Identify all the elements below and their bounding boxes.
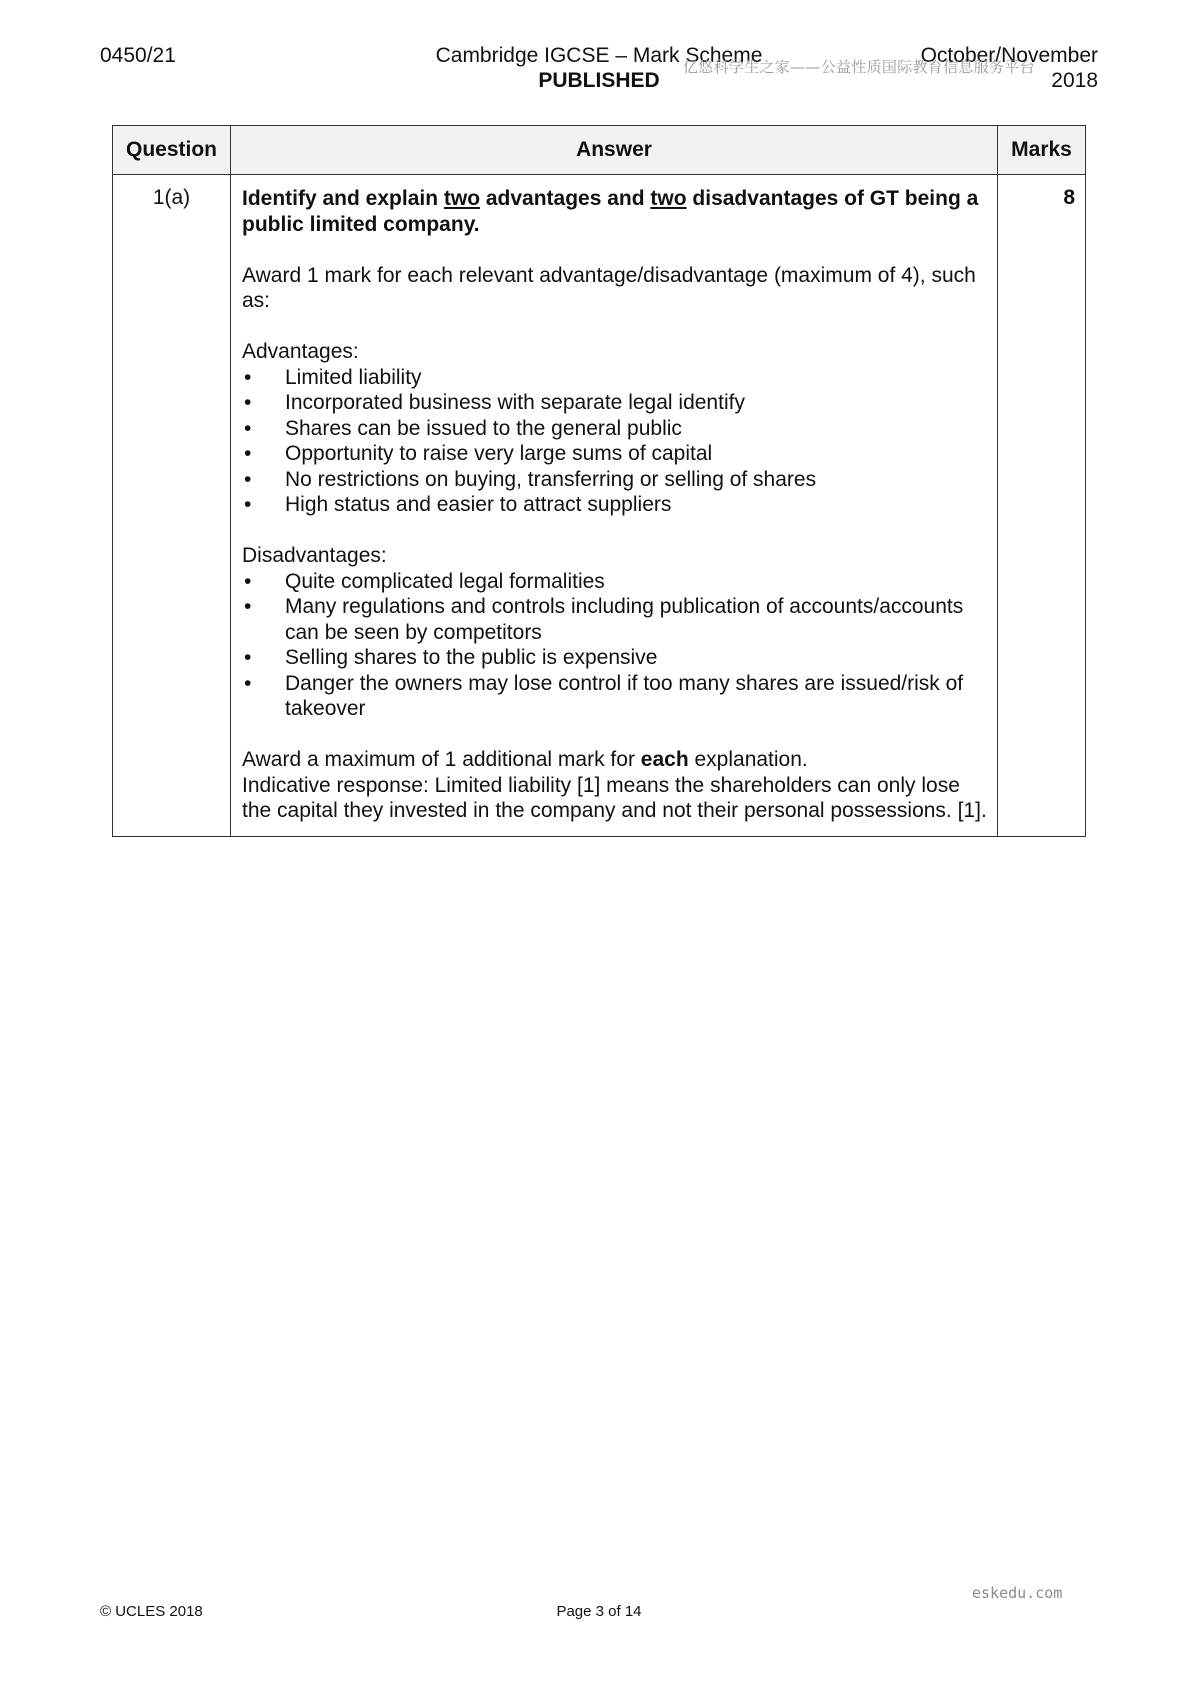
advantages-heading: Advantages: — [242, 340, 359, 363]
explanation-emphasis: each — [640, 748, 689, 771]
site-watermark: eskedu.com — [972, 1584, 1063, 1602]
header-watermark: 亿悠科学生之家——公益性质国际教育信息服务平台 — [683, 58, 1035, 76]
marks-value: 8 — [998, 175, 1086, 837]
column-header-answer: Answer — [231, 126, 998, 175]
answer-cell — [231, 175, 998, 837]
explanation-award — [242, 747, 987, 773]
award-instruction: Award 1 mark for each relevant advantage/disadvantage (maximum of 4), such as: — [242, 263, 976, 312]
table-row — [113, 175, 1086, 837]
document-title: Cambridge IGCSE – Mark Scheme — [435, 44, 763, 67]
indicative-response: Indicative response: Limited liability [1] means the shareholders can only lose the capital they invested in the company and not their personal possessions. [1]. — [242, 773, 987, 822]
list-item: • Limited liability — [242, 365, 987, 391]
explanation-text: Award a maximum of 1 additional mark for — [242, 748, 641, 771]
copyright-notice: © UCLES 2018 — [100, 1603, 203, 1620]
prompt-underlined-word: two — [650, 187, 687, 210]
question-prompt — [242, 186, 987, 237]
mark-scheme-table — [112, 125, 1086, 837]
list-item: • Quite complicated legal formalities — [242, 569, 987, 595]
list-item: • Shares can be issued to the general public — [242, 416, 987, 442]
disadvantages-heading: Disadvantages: — [242, 544, 387, 567]
prompt-text: advantages and — [480, 187, 651, 210]
page-number: Page 3 of 14 — [556, 1603, 642, 1620]
table-header-row — [113, 126, 1086, 175]
prompt-underlined-word: two — [443, 187, 481, 210]
paper-code: 0450/21 — [100, 44, 176, 67]
published-label: PUBLISHED — [538, 69, 660, 92]
exam-year: 2018 — [1051, 69, 1098, 92]
question-number: 1(a) — [113, 175, 231, 837]
column-header-marks: Marks — [998, 126, 1086, 175]
disadvantages-list — [242, 569, 987, 722]
list-item: • Incorporated business with separate legal identify — [242, 390, 987, 416]
list-item: • High status and easier to attract suppliers — [242, 492, 987, 518]
advantages-list — [242, 365, 987, 518]
explanation-text: explanation. — [688, 748, 808, 771]
list-item: • No restrictions on buying, transferring or selling of shares — [242, 467, 987, 493]
list-item: • Selling shares to the public is expensive — [242, 645, 987, 671]
prompt-text: disadvantages of GT being a public limited company. — [242, 187, 979, 236]
list-item: • Danger the owners may lose control if too many shares are issued/risk of takeover — [242, 671, 987, 722]
list-item: • Many regulations and controls including publication of accounts/accounts can be seen by competitors — [242, 594, 987, 645]
list-item: • Opportunity to raise very large sums of capital — [242, 441, 987, 467]
prompt-text: Identify and explain — [242, 187, 444, 210]
column-header-question: Question — [113, 126, 231, 175]
exam-session: October/November — [920, 44, 1098, 67]
